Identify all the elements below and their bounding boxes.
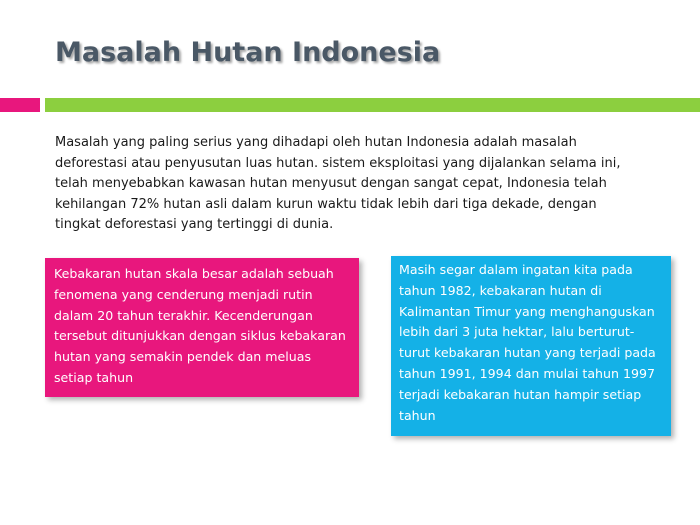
green-accent-bar [45, 98, 700, 112]
pink-accent-bar [0, 98, 40, 112]
blue-box-text: Masih segar dalam ingatan kita pada tahun 1982, kebakaran hutan di Kalimantan Timur yang menghanguskan lebih dari 3 juta hektar, lalu berturut-turut kebakaran hutan yang terjadi pada tahun 1991, 1994 dan mulai tahun 1997 terjadi kebakaran hutan hampir setiap tahun [399, 262, 656, 423]
pink-box-text: Kebakaran hutan skala besar adalah sebuah fenomena yang cenderung menjadi rutin dalam 20 tahun terakhir. Kecenderungan tersebut ditunjukkan dengan siklus kebakaran hutan yang semakin pendek dan meluas setiap tahun [54, 266, 346, 385]
blue-text-box [391, 256, 671, 436]
slide-title: Masalah Hutan Indonesia [55, 37, 441, 68]
body-paragraph: Masalah yang paling serius yang dihadapi oleh hutan Indonesia adalah masalah deforestasi atau penyusutan luas hutan. sistem eksploitasi yang dijalankan selama ini, telah menyebabkan kawasan hutan menyusut dengan sangat cepat, Indonesia telah kehilangan 72% hutan asli dalam kurun waktu tidak lebih dari tiga dekade, dengan tingkat deforestasi yang tertinggi di dunia. [55, 135, 621, 232]
pink-text-box [45, 258, 359, 397]
